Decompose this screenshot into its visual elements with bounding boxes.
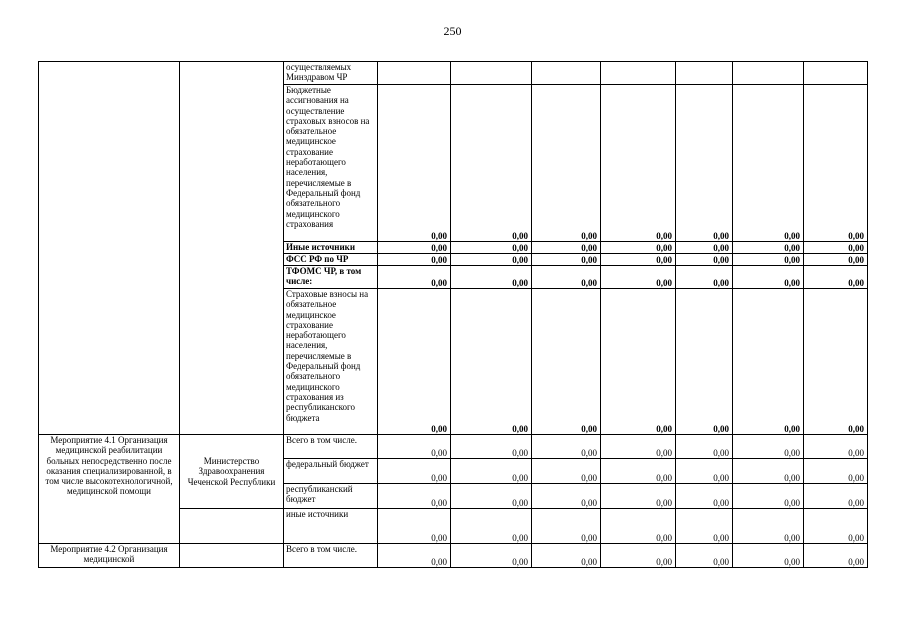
value-cell: 0,00 (804, 435, 868, 459)
value-cell: 0,00 (733, 242, 804, 254)
activity-cell-empty (39, 62, 180, 435)
value-cell: 0,00 (378, 266, 451, 289)
value-cell: 0,00 (451, 509, 532, 544)
value-cell: 0,00 (733, 254, 804, 266)
source-cell: иные источники (284, 509, 378, 544)
executor-cell-empty (180, 62, 284, 435)
value-cell: 0,00 (378, 509, 451, 544)
source-cell: республиканский бюджет (284, 484, 378, 509)
value-cell: 0,00 (378, 85, 451, 242)
table-row (39, 62, 868, 85)
value-cell: 0,00 (733, 435, 804, 459)
value-cell: 0,00 (532, 289, 601, 435)
value-cell: 0,00 (676, 289, 733, 435)
value-cell: 0,00 (532, 242, 601, 254)
value-cell: 0,00 (733, 544, 804, 568)
value-cell: 0,00 (532, 509, 601, 544)
page-number: 250 (443, 24, 462, 38)
value-cell: 0,00 (676, 266, 733, 289)
source-cell: Иные источники (284, 242, 378, 254)
value-cell: 0,00 (676, 85, 733, 242)
value-cell: 0,00 (532, 484, 601, 509)
value-cell: 0,00 (601, 544, 676, 568)
value-cell: 0,00 (601, 254, 676, 266)
value-cell: 0,00 (676, 459, 733, 484)
value-cell: 0,00 (733, 484, 804, 509)
value-cell: 0,00 (532, 254, 601, 266)
value-cell: 0,00 (733, 289, 804, 435)
value-cell: 0,00 (733, 85, 804, 242)
value-cell: 0,00 (733, 509, 804, 544)
source-cell: Всего в том числе. (284, 435, 378, 459)
value-cell: 0,00 (733, 266, 804, 289)
value-cell (451, 62, 532, 85)
value-cell: 0,00 (733, 459, 804, 484)
value-cell: 0,00 (451, 484, 532, 509)
value-cell: 0,00 (378, 435, 451, 459)
value-cell: 0,00 (451, 544, 532, 568)
activity-name-cell: Мероприятие 4.2 Организация медицинской (39, 544, 180, 568)
value-cell: 0,00 (378, 254, 451, 266)
value-cell (676, 62, 733, 85)
value-cell: 0,00 (676, 254, 733, 266)
value-cell: 0,00 (601, 266, 676, 289)
value-cell: 0,00 (378, 459, 451, 484)
value-cell: 0,00 (532, 435, 601, 459)
value-cell: 0,00 (601, 484, 676, 509)
value-cell: 0,00 (451, 266, 532, 289)
value-cell: 0,00 (532, 544, 601, 568)
value-cell: 0,00 (804, 484, 868, 509)
value-cell: 0,00 (676, 484, 733, 509)
value-cell: 0,00 (601, 435, 676, 459)
value-cell: 0,00 (378, 484, 451, 509)
value-cell: 0,00 (532, 266, 601, 289)
value-cell (532, 62, 601, 85)
table-row (39, 544, 868, 568)
value-cell: 0,00 (804, 242, 868, 254)
value-cell: 0,00 (804, 266, 868, 289)
value-cell: 0,00 (451, 459, 532, 484)
executor-cell (180, 544, 284, 568)
value-cell: 0,00 (804, 289, 868, 435)
value-cell: 0,00 (804, 544, 868, 568)
source-cell: осуществляемых Минздравом ЧР (284, 62, 378, 85)
value-cell: 0,00 (378, 242, 451, 254)
value-cell: 0,00 (804, 509, 868, 544)
source-cell: федеральный бюджет (284, 459, 378, 484)
executor-cell: Министерство Здравоохранения Чеченской Республики (180, 435, 284, 509)
value-cell (378, 62, 451, 85)
value-cell: 0,00 (676, 544, 733, 568)
source-cell: ФСС РФ по ЧР (284, 254, 378, 266)
value-cell: 0,00 (451, 254, 532, 266)
value-cell (601, 62, 676, 85)
value-cell: 0,00 (378, 544, 451, 568)
value-cell: 0,00 (532, 459, 601, 484)
activity-name-cell: Мероприятие 4.1 Организация медицинской реабилитации больных непосредственно после оказания специализированной, в том числе высокотехнологичной, медицинской помощи (39, 435, 180, 544)
value-cell: 0,00 (378, 289, 451, 435)
value-cell: 0,00 (804, 459, 868, 484)
value-cell: 0,00 (601, 289, 676, 435)
value-cell: 0,00 (804, 254, 868, 266)
value-cell: 0,00 (532, 85, 601, 242)
value-cell: 0,00 (601, 85, 676, 242)
value-cell: 0,00 (451, 435, 532, 459)
source-cell: Всего в том числе. (284, 544, 378, 568)
value-cell: 0,00 (676, 435, 733, 459)
source-cell: Бюджетные ассигнования на осуществление страховых взносов на обязательное медицинское страхование неработающего населения, перечисляемые в Федеральный фонд обязательного медицинского страхования (284, 85, 378, 242)
value-cell: 0,00 (451, 289, 532, 435)
value-cell: 0,00 (451, 242, 532, 254)
value-cell: 0,00 (601, 509, 676, 544)
value-cell: 0,00 (804, 85, 868, 242)
table-row (39, 435, 868, 459)
value-cell: 0,00 (601, 459, 676, 484)
value-cell: 0,00 (676, 509, 733, 544)
value-cell (804, 62, 868, 85)
source-cell: Страховые взносы на обязательное медицинское страхование неработающего населения, перечисляемые в Федеральный фонд обязательного медицинского страхования из республиканского бюджета (284, 289, 378, 435)
value-cell: 0,00 (601, 242, 676, 254)
budget-table (38, 61, 868, 568)
value-cell: 0,00 (451, 85, 532, 242)
executor-cell-empty (180, 509, 284, 544)
value-cell (733, 62, 804, 85)
source-cell: ТФОМС ЧР, в том числе: (284, 266, 378, 289)
value-cell: 0,00 (676, 242, 733, 254)
